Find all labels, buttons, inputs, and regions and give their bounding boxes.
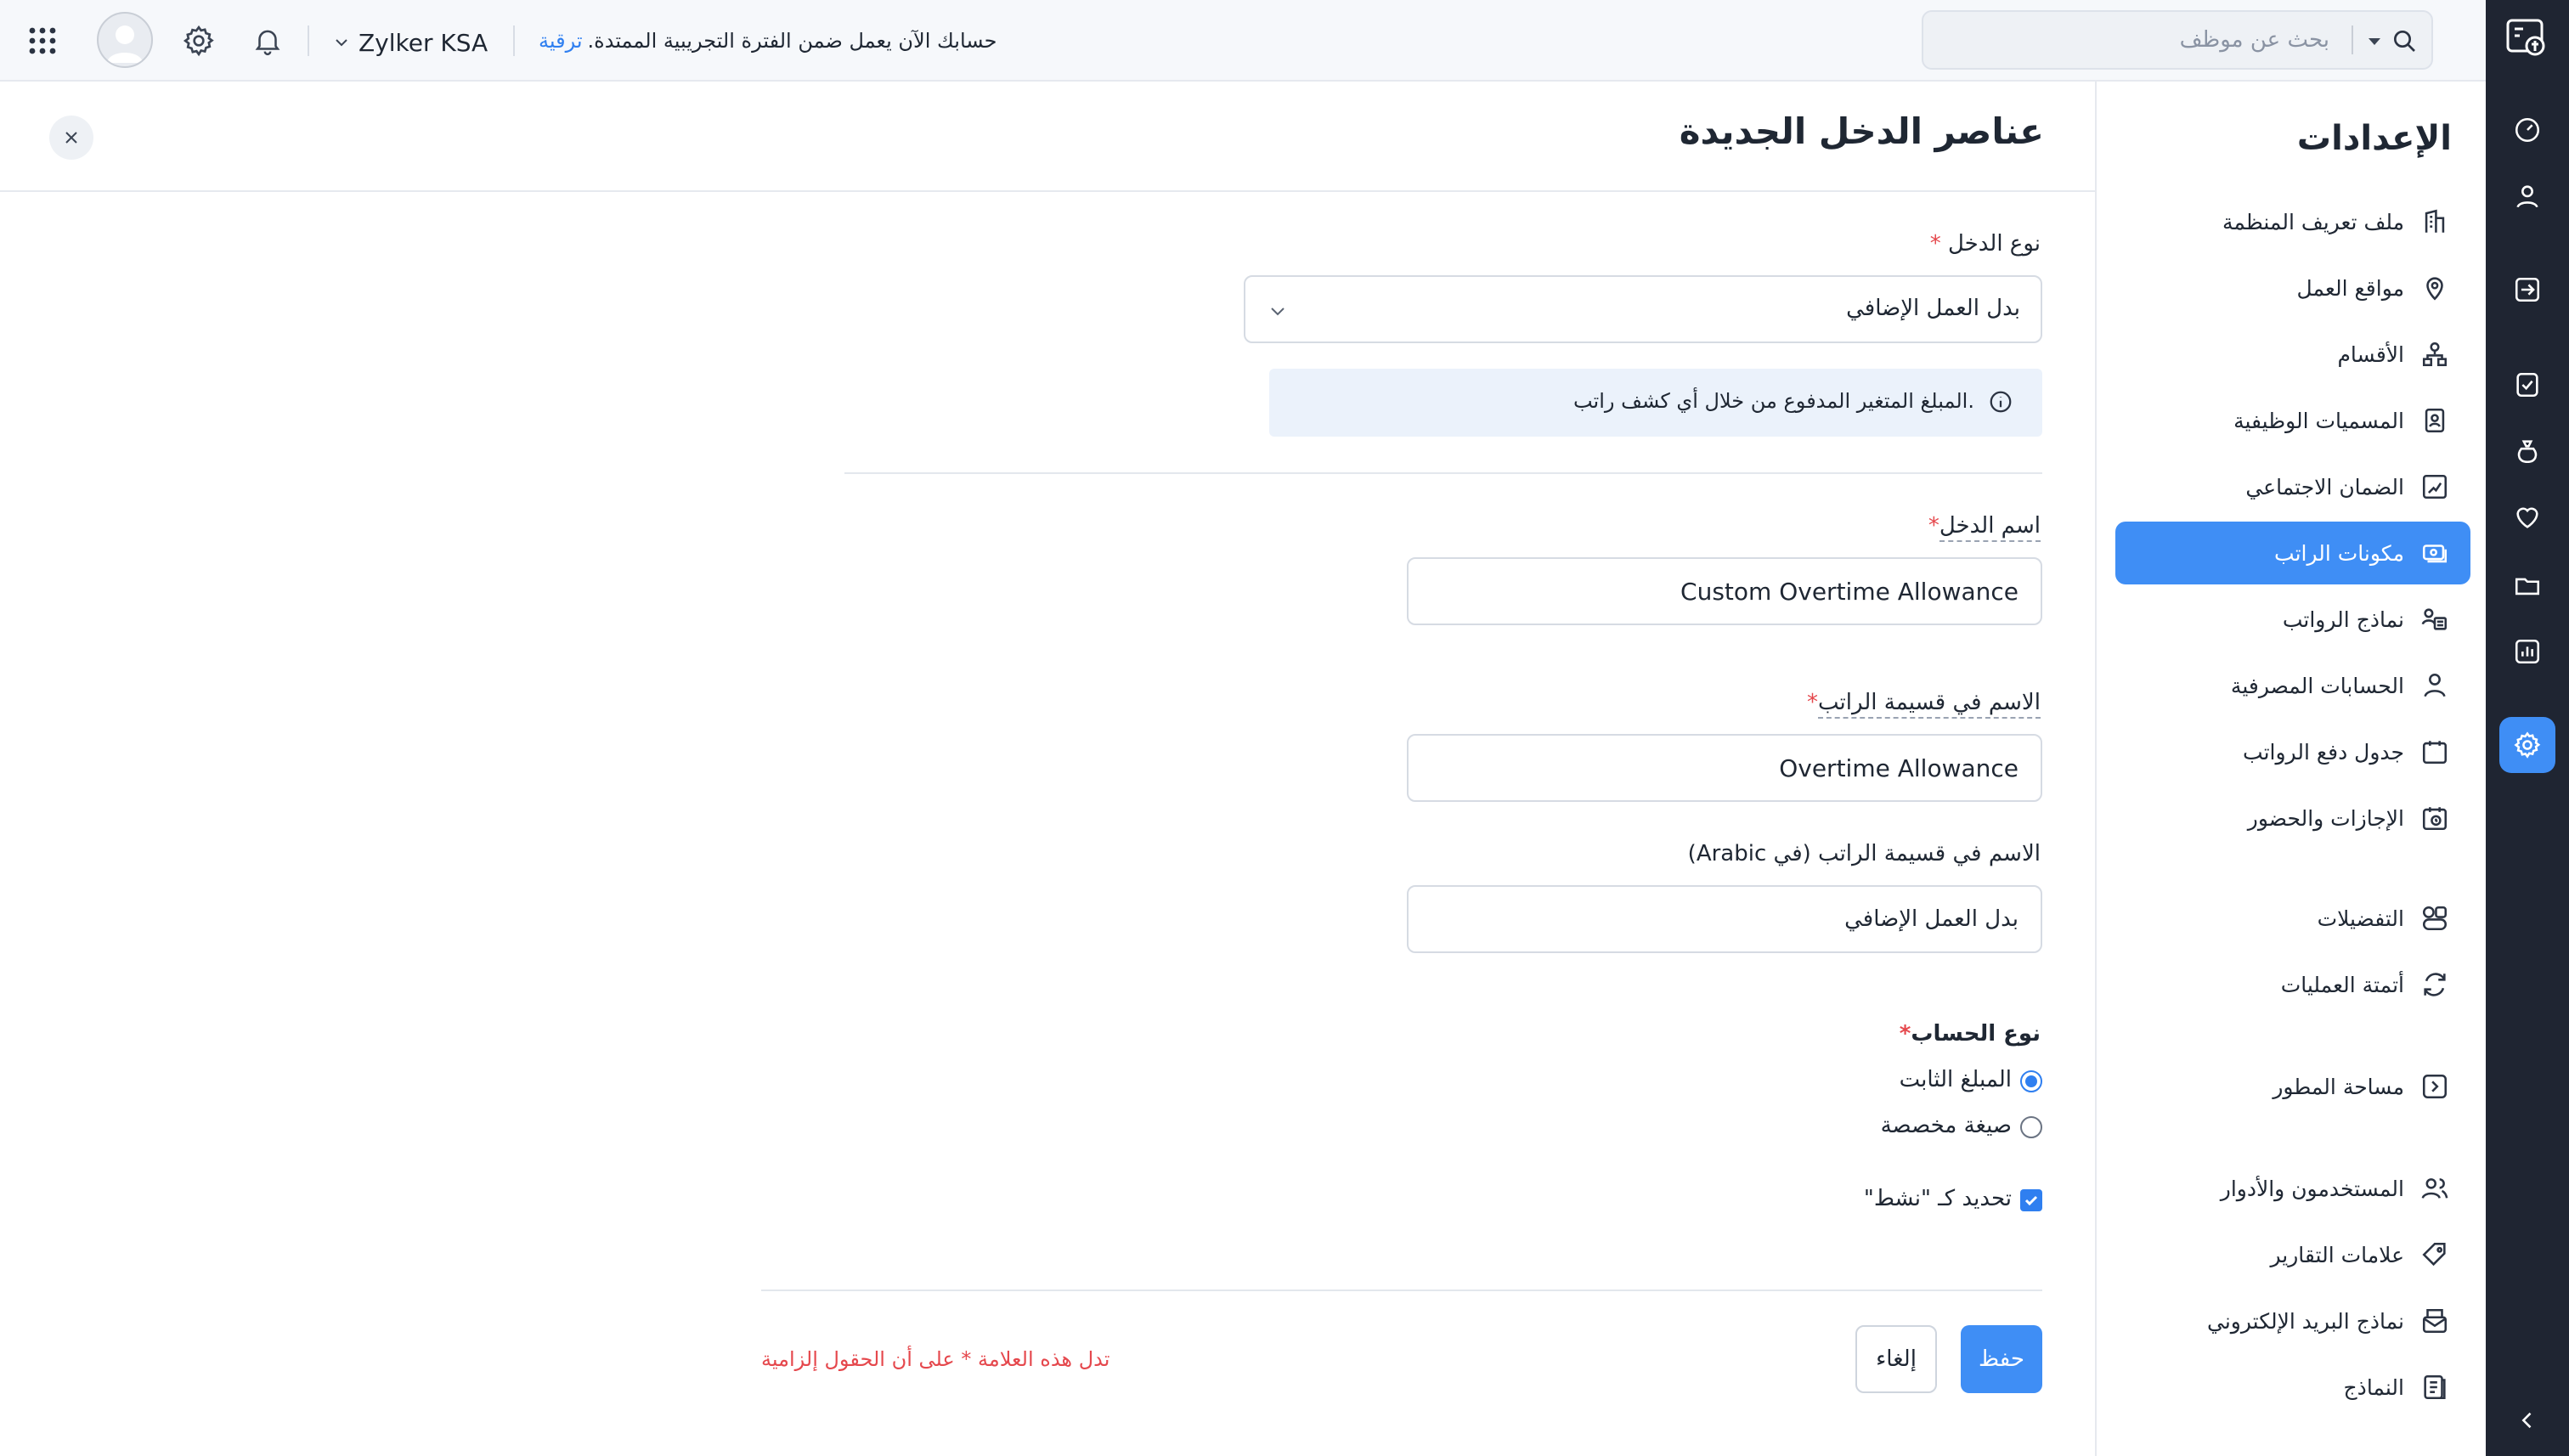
divider — [513, 25, 515, 56]
org-name: Zylker KSA — [359, 28, 488, 57]
earning-type-value: بدل العمل الإضافي — [1846, 296, 2020, 321]
chevron-down-icon — [333, 34, 350, 51]
chevron-down-icon — [1268, 301, 1288, 321]
rail-benefits[interactable] — [2499, 489, 2555, 545]
payroll-logo-icon[interactable] — [2504, 15, 2550, 61]
sidebar-item-label: ملف تعريف المنظمة — [2222, 209, 2404, 234]
org-switcher[interactable] — [333, 25, 488, 59]
sidebar-item-label: نماذج البريد الإلكتروني — [2206, 1308, 2404, 1334]
sidebar-item-developer-space[interactable] — [2115, 1055, 2470, 1118]
divider — [2352, 25, 2353, 54]
sidebar-item-bank-accounts[interactable] — [2115, 654, 2470, 717]
page-title: عناصر الدخل الجديدة — [1679, 110, 2044, 152]
sidebar-item-label: مساحة المطور — [2273, 1074, 2404, 1099]
employee-search — [1922, 10, 2433, 70]
arrow-in-box-icon — [2513, 275, 2542, 304]
search-filter-dropdown[interactable] — [2365, 32, 2384, 51]
collapse-rail-button[interactable] — [2499, 1397, 2555, 1444]
sidebar-item-label: مواقع العمل — [2296, 275, 2404, 301]
sidebar-item-leave-attendance[interactable] — [2115, 787, 2470, 849]
sidebar-item-users-roles[interactable] — [2115, 1157, 2470, 1220]
sidebar-item-pay-schedule[interactable] — [2115, 720, 2470, 783]
shield-hand-icon — [2419, 471, 2450, 502]
rail-settings[interactable] — [2499, 717, 2555, 773]
money-bag-icon — [2513, 437, 2542, 466]
location-pin-icon — [2419, 273, 2450, 303]
code-icon — [2419, 1071, 2450, 1102]
chevron-left-icon — [2515, 1408, 2539, 1432]
sidebar-item-work-locations[interactable] — [2115, 257, 2470, 319]
gear-icon — [2513, 731, 2542, 759]
sidebar-item-label: الإجازات والحضور — [2247, 805, 2404, 831]
gear-icon[interactable] — [182, 24, 216, 58]
sidebar-item-label: المسميات الوظيفية — [2233, 408, 2404, 433]
sidebar-item-label: علامات التقارير — [2270, 1242, 2404, 1267]
sidebar-item-designations[interactable] — [2115, 389, 2470, 452]
document-icon — [2419, 1372, 2450, 1402]
payslip-name-field — [1407, 734, 2042, 802]
payslip-name-label: *الاسم في قسيمة الراتب — [1807, 690, 2041, 715]
earning-type-label: * نوع الدخل — [1929, 231, 2041, 257]
cancel-button[interactable]: إلغاء — [1855, 1325, 1937, 1393]
sidebar-item-label: مكونات الراتب — [2274, 540, 2404, 566]
close-icon — [61, 127, 82, 148]
tag-icon — [2419, 1239, 2450, 1270]
calculation-type-label: *نوع الحساب — [1899, 1021, 2041, 1047]
rail-employees[interactable] — [2499, 168, 2555, 224]
sidebar-item-salary-templates[interactable] — [2115, 588, 2470, 651]
earning-type-info — [1269, 369, 2042, 437]
sidebar-item-automation[interactable] — [2115, 953, 2470, 1016]
payslip-name-input[interactable] — [1409, 736, 2041, 800]
trial-text: حسابك الآن يعمل ضمن الفترة التجريبية الممتدة. — [587, 29, 997, 53]
sidebar-item-label: المستخدمون والأدوار — [2220, 1176, 2404, 1201]
users-icon — [2419, 1173, 2450, 1204]
divider — [761, 1290, 2042, 1291]
custom-formula-label: صيغة مخصصة — [1880, 1113, 2012, 1138]
trial-banner — [539, 29, 997, 53]
earning-name-field — [1407, 557, 2042, 625]
calendar-clock-icon — [2419, 803, 2450, 833]
folder-icon — [2513, 571, 2542, 600]
radio-flat-amount[interactable] — [2020, 1070, 2042, 1092]
required-fields-note: تدل هذه العلامة * على أن الحقول إلزامية — [761, 1347, 1110, 1371]
sidebar-item-label: الأقسام — [2337, 341, 2404, 367]
rail-loans[interactable] — [2499, 423, 2555, 479]
rail-dashboard[interactable] — [2499, 102, 2555, 158]
sidebar-item-label: الضمان الاجتماعي — [2245, 474, 2404, 499]
mail-template-icon — [2419, 1306, 2450, 1336]
speedometer-icon — [2513, 116, 2542, 144]
rail-approvals[interactable] — [2499, 357, 2555, 413]
earning-name-input[interactable] — [1409, 559, 2041, 624]
caret-down-icon — [2365, 32, 2384, 51]
rail-pay-runs[interactable] — [2499, 262, 2555, 318]
id-badge-icon — [2419, 405, 2450, 436]
sidebar-item-org-profile[interactable] — [2115, 190, 2470, 253]
search-icon[interactable] — [2391, 27, 2418, 54]
sidebar-item-social-security[interactable] — [2115, 455, 2470, 518]
info-icon — [1988, 389, 2013, 415]
sidebar-item-report-tags[interactable] — [2115, 1223, 2470, 1286]
sidebar-item-preferences[interactable] — [2115, 887, 2470, 950]
radio-custom-formula[interactable] — [2020, 1116, 2042, 1138]
sidebar-item-label: التفضيلات — [2317, 906, 2404, 931]
info-text: المبلغ المتغير المدفوع من خلال أي كشف راتب. — [1572, 389, 1974, 413]
preferences-icon — [2419, 903, 2450, 934]
save-button[interactable]: حفظ — [1961, 1325, 2042, 1393]
sidebar-item-departments[interactable] — [2115, 323, 2470, 386]
bar-chart-icon — [2513, 637, 2542, 666]
sidebar-item-label: نماذج الرواتب — [2282, 607, 2404, 632]
heart-icon — [2513, 503, 2542, 532]
active-checkbox[interactable] — [2020, 1189, 2042, 1211]
bell-icon[interactable] — [251, 24, 284, 58]
payslip-name-arabic-label: الاسم في قسيمة الراتب (في Arabic) — [1687, 841, 2041, 866]
close-button[interactable] — [49, 116, 93, 160]
check-box-icon — [2513, 370, 2542, 399]
settings-sidebar — [2095, 82, 2486, 1456]
sidebar-item-label: جدول دفع الرواتب — [2243, 739, 2404, 765]
apps-grid-icon[interactable] — [27, 25, 58, 56]
sidebar-item-label: الحسابات المصرفية — [2230, 673, 2404, 698]
sidebar-item-label: النماذج — [2343, 1374, 2404, 1400]
rail-documents[interactable] — [2499, 557, 2555, 613]
checkmark-icon — [2023, 1192, 2040, 1209]
bank-user-icon — [2419, 670, 2450, 701]
top-bar — [0, 0, 2486, 82]
template-icon — [2419, 604, 2450, 635]
refresh-icon — [2419, 969, 2450, 1000]
money-icon — [2419, 538, 2450, 568]
earning-type-select[interactable] — [1244, 275, 2042, 343]
rail-reports[interactable] — [2499, 624, 2555, 680]
panel-header — [0, 82, 2095, 192]
sidebar-title: الإعدادات — [2296, 119, 2452, 158]
avatar[interactable] — [97, 12, 153, 68]
active-checkbox-label: تحديد كـ "نشط" — [1863, 1186, 2012, 1211]
sidebar-item-salary-components[interactable] — [2115, 522, 2470, 584]
payslip-name-arabic-field — [1407, 885, 2042, 953]
payslip-name-arabic-input[interactable] — [1409, 887, 2041, 951]
app-rail — [2486, 0, 2569, 1456]
user-icon — [2513, 182, 2542, 211]
calendar-icon — [2419, 736, 2450, 767]
divider — [308, 25, 309, 56]
org-chart-icon — [2419, 339, 2450, 370]
flat-amount-label: المبلغ الثابت — [1899, 1067, 2012, 1092]
upgrade-link[interactable]: ترقية — [539, 29, 583, 53]
building-icon — [2419, 206, 2450, 237]
divider — [844, 472, 2042, 474]
sidebar-item-email-templates[interactable] — [2115, 1290, 2470, 1352]
search-input[interactable] — [1973, 12, 2329, 68]
sidebar-item-label: أتمتة العمليات — [2280, 972, 2404, 997]
sidebar-item-templates[interactable] — [2115, 1356, 2470, 1419]
earning-name-label: *اسم الدخل — [1928, 513, 2041, 539]
